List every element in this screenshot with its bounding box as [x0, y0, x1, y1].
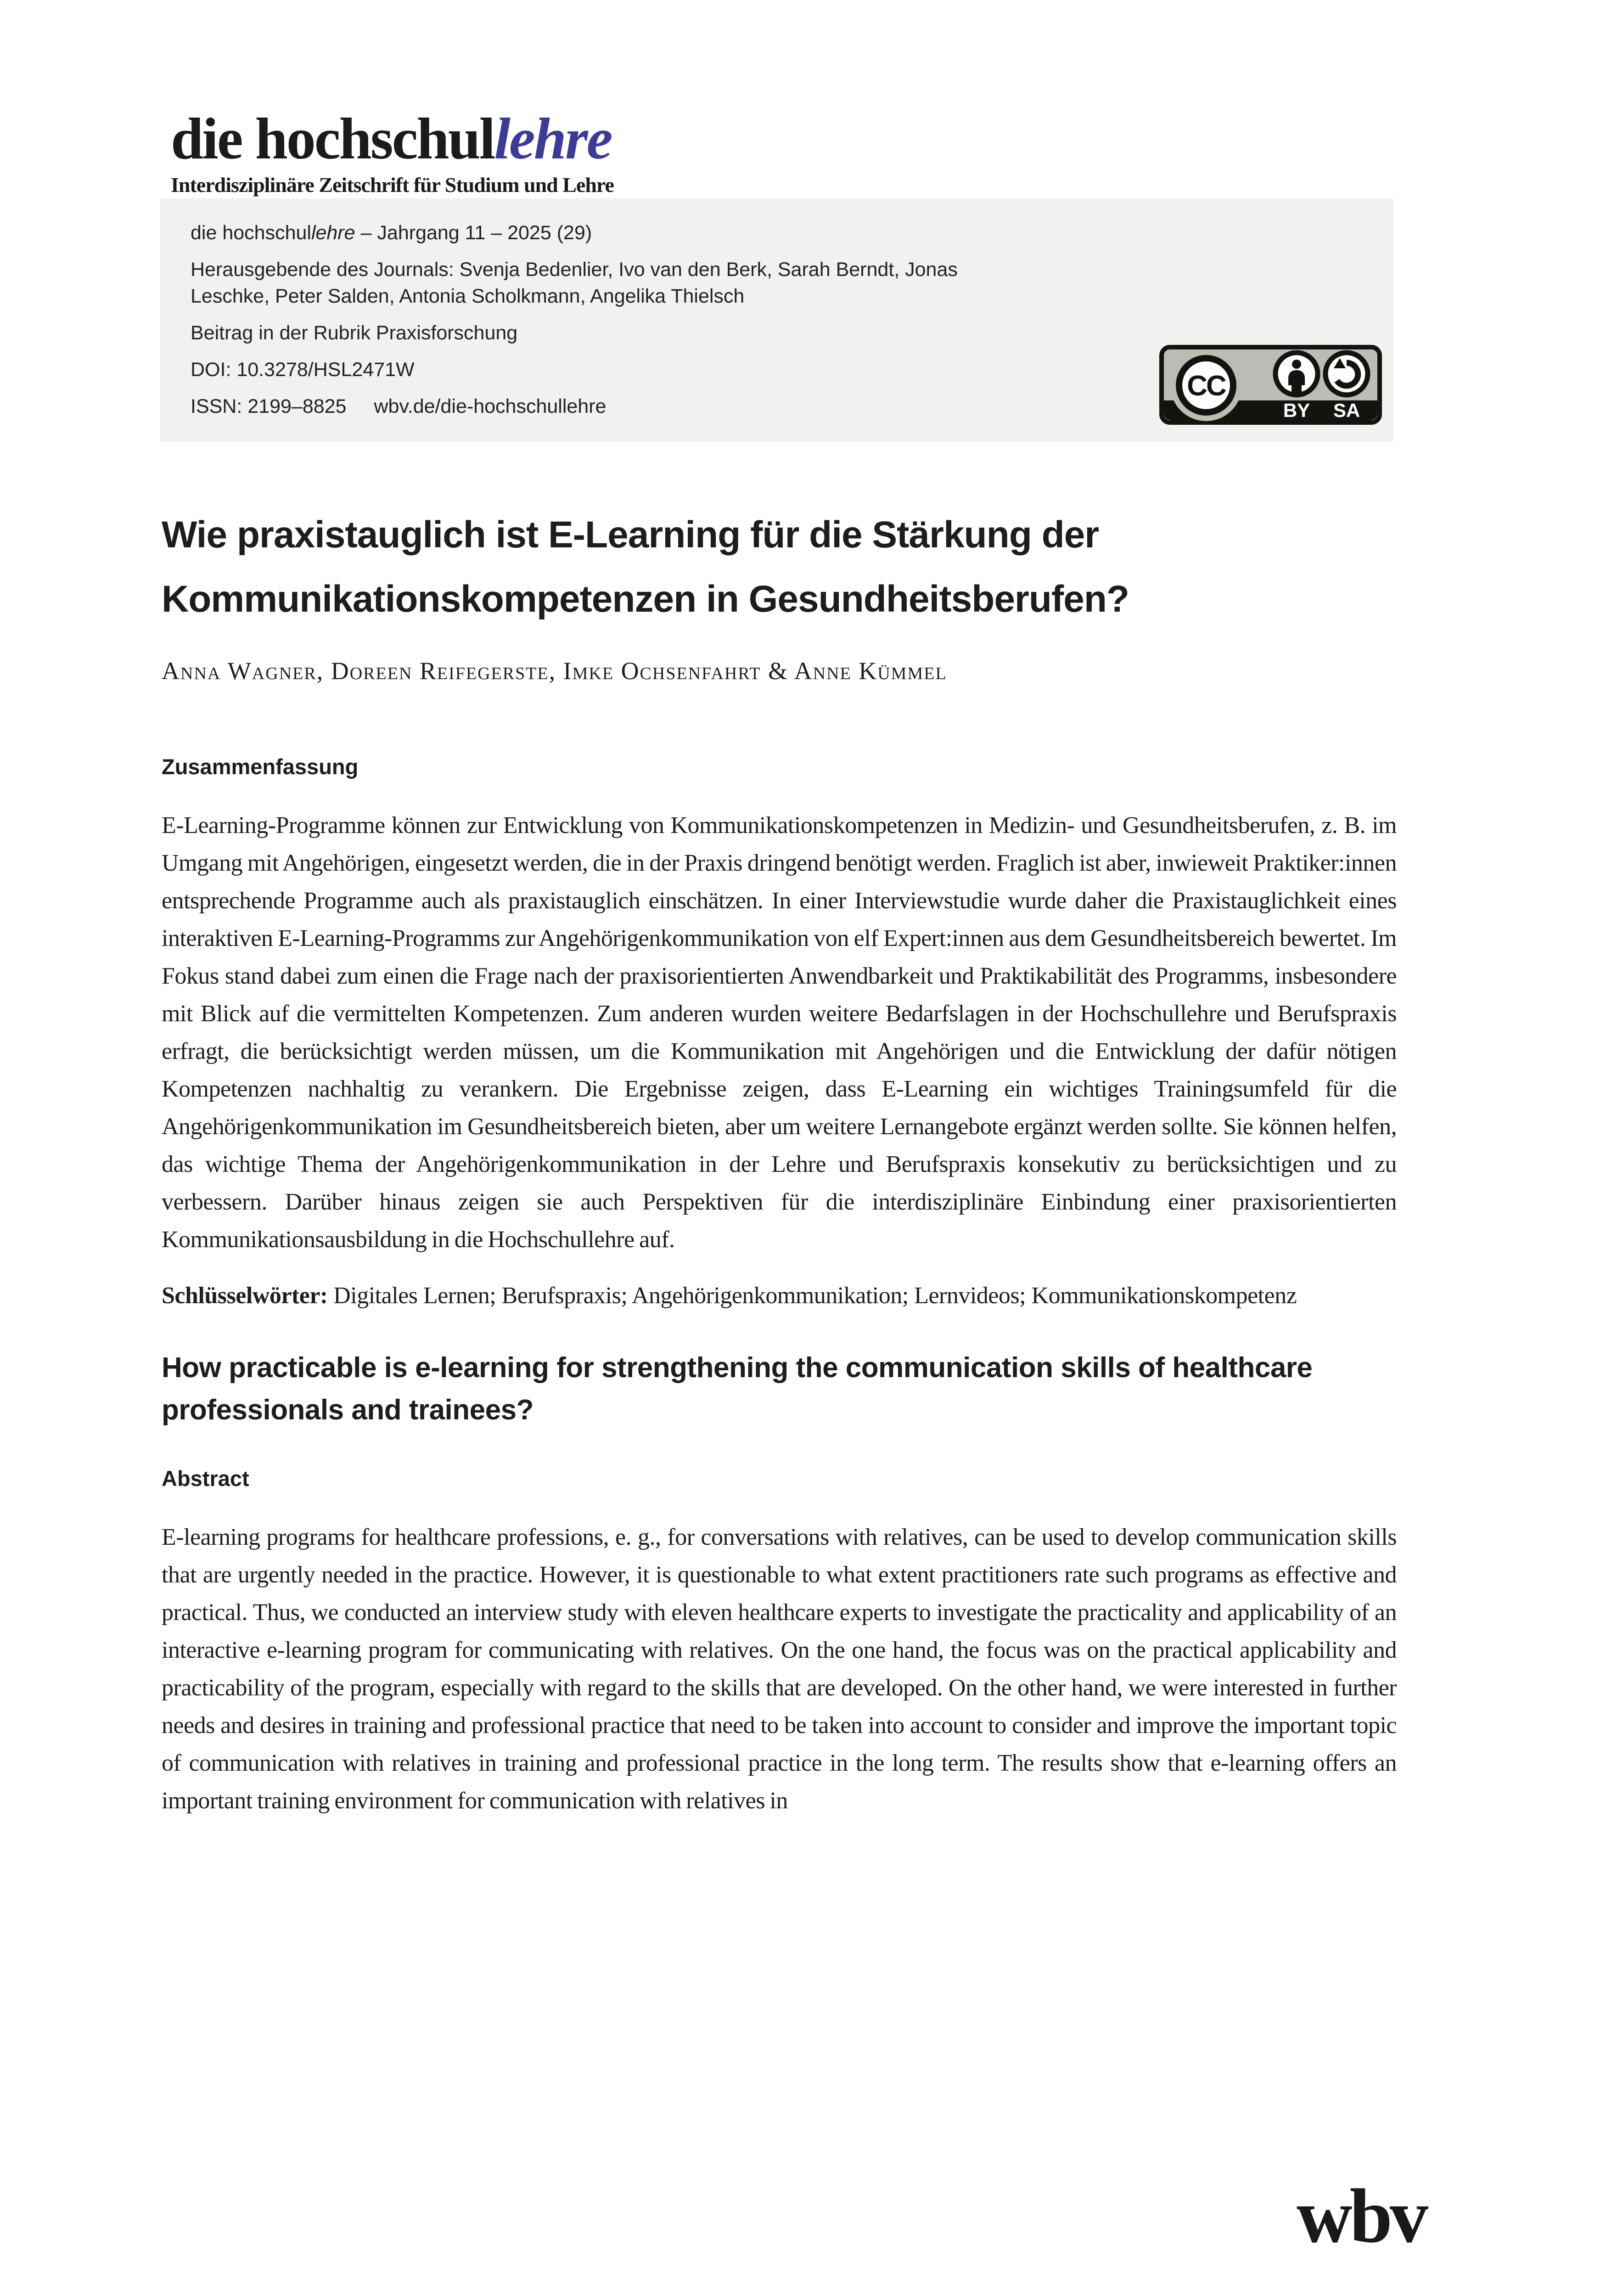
issue-volume: – Jahrgang 11 – 2025 (29)	[355, 222, 592, 244]
abstract-heading: Abstract	[162, 1466, 249, 1491]
keywords-label: Schlüsselwörter:	[162, 1283, 328, 1309]
issn-value: ISSN: 2199–8825	[191, 395, 347, 417]
journal-issue-line	[191, 219, 1393, 246]
by-person-head	[1292, 360, 1301, 369]
sa-label: SA	[1333, 400, 1360, 421]
journal-logo-accent: lehre	[494, 106, 612, 171]
publication-info-box	[160, 198, 1393, 442]
journal-tagline: Interdisziplinäre Zeitschrift für Studium und Lehre	[171, 173, 614, 197]
journal-logo	[171, 106, 614, 171]
authors-line: Anna Wagner, Doreen Reifegerste, Imke Ochsenfahrt & Anne Kümmel	[162, 657, 947, 685]
keywords-values: Digitales Lernen; Berufspraxis; Angehörigenkommunikation; Lernvideos; Kommunikationskompetenz	[327, 1283, 1297, 1309]
cc-label: CC	[1187, 370, 1225, 402]
journal-website: wbv.de/die-hochschullehre	[374, 395, 607, 417]
editors-line: Herausgebende des Journals: Svenja Bedenlier, Ivo van den Berk, Sarah Berndt, Jonas Leschke, Peter Salden, Antonia Scholkmann, Angelika Thielsch	[191, 259, 958, 307]
summary-paragraph: E-Learning-Programme können zur Entwicklung von Kommunikationskompetenzen in Medizin- und Gesundheitsberufen, z. B. im Umgang mit Angehörigen, eingesetzt werden, die in der Praxis dringend benötigt werden. Fraglich ist aber, inwieweit Praktiker:innen entsprechende Programme auch als praxistauglich einschätzen. In einer Interviewstudie wurde daher die Praxistauglichkeit eines interaktiven E-Learning-Programms zur Angehörigenkommunikation von elf Expert:innen aus dem Gesundheitsbereich bewertet. Im Fokus stand dabei zum einen die Frage nach der praxisorientierten Anwendbarkeit und Praktikabilität des Programms, insbesondere mit Blick auf die vermittelten Kompetenzen. Zum anderen wurden weitere Bedarfslagen in der Hochschullehre und Berufspraxis erfragt, die berücksichtigt werden müssen, um die Kommunikation mit Angehörigen und die Entwicklung der dafür nötigen Kompetenzen nachhaltig zu verankern. Die Ergebnisse zeigen, dass E-Learning ein wichtiges Trainingsumfeld für die Angehörigenkommunikation im Gesundheitsbereich bieten, aber um weitere Lernangebote ergänzt werden sollte. Sie können helfen, das wichtige Thema der Angehörigenkommunikation in der Lehre und Berufspraxis konsekutiv zu berücksichtigen und zu verbessern. Darüber hinaus zeigen sie auch Perspektiven für die interdisziplinäre Einbindung einer praxisorientierten Kommunikationsausbildung in die Hochschullehre auf.	[162, 812, 1397, 1253]
cc-by-sa-license-badge	[1159, 344, 1382, 425]
issue-journal-name: die hochschul	[191, 222, 311, 244]
doi-line: DOI: 10.3278/HSL2471W	[191, 359, 415, 381]
article-body	[162, 503, 1397, 1820]
by-label: BY	[1283, 400, 1310, 421]
masthead	[171, 106, 614, 197]
keywords-line	[162, 1277, 1397, 1315]
journal-logo-main: die hochschul	[171, 106, 494, 171]
article-title-de: Wie praxistauglich ist E-Learning für die Stärkung der Kommunikationskompetenzen in Gesundheitsberufen?	[162, 514, 1129, 620]
publisher-wbv-logo: wbv	[1297, 2173, 1426, 2259]
article-title-en: How practicable is e-learning for strengthening the communication skills of healthcare professionals and trainees?	[162, 1352, 1313, 1426]
abstract-paragraph: E-learning programs for healthcare professions, e. g., for conversations with relatives, can be used to develop communication skills that are urgently needed in the practice. However, it is questionable to what extent practitioners rate such programs as effective and practical. Thus, we conducted an interview study with eleven healthcare experts to investigate the practicality and applicability of an interactive e-learning program for communicating with relatives. On the one hand, the focus was on the practical applicability and practicability of the program, especially with regard to the skills that are developed. On the other hand, we were interested in further needs and desires in training and professional practice that need to be taken into account to consider and improve the important topic of communication with relatives in training and professional practice in the long term. The results show that e-learning offers an important training environment for communication with relatives in	[162, 1524, 1397, 1814]
category-line: Beitrag in der Rubrik Praxisforschung	[191, 322, 518, 344]
summary-heading: Zusammenfassung	[162, 754, 359, 779]
issue-journal-name-accent: lehre	[311, 222, 355, 244]
